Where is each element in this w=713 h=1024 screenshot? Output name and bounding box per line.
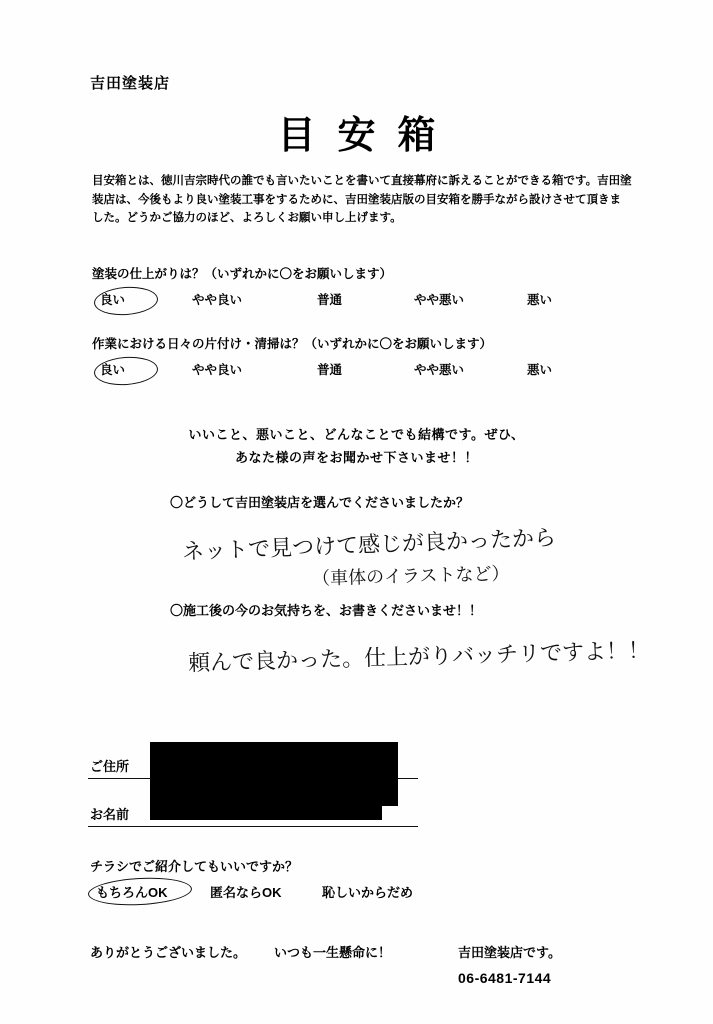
question-2-choice-0[interactable]: 良い — [100, 363, 126, 377]
open-question-1-answer-line-1: ネットで見つけて感じが良かったから — [181, 525, 557, 566]
question-2-label: 作業における日々の片付け・清掃は？（いずれかに〇をお願いします） — [92, 337, 493, 351]
center-prompt-line-2: あなた様の声をお聞かせ下さいませ！！ — [234, 449, 478, 465]
footer-thanks: ありがとうございました。 — [90, 945, 247, 960]
question-2-choice-2[interactable]: 普通 — [317, 363, 343, 377]
flyer-permission-question: チラシでご紹介してもいいですか？ — [90, 859, 299, 874]
open-question-1-label: 〇どうして吉田塗装店を選んでくださいましたか？ — [170, 495, 470, 510]
question-2-choice-1[interactable]: やや良い — [192, 363, 243, 377]
flyer-selection-circle — [87, 875, 192, 907]
question-1-choice-3[interactable]: やや悪い — [414, 293, 465, 307]
name-field-label: お名前 — [90, 807, 130, 822]
open-question-2-answer-line-1: 頼んで良かった。仕上がりバッチリですよ！！ — [187, 638, 651, 677]
center-prompt-line-1: いいこと、悪いこと、どんなことでも結構です。ぜひ、 — [188, 427, 525, 442]
question-1-choice-4[interactable]: 悪い — [527, 293, 553, 307]
page-title: 目安箱 — [277, 115, 458, 157]
footer-slogan: いつも一生懸命に！ — [274, 945, 392, 960]
question-2-choice-4[interactable]: 悪い — [527, 363, 553, 377]
name-redaction-block — [150, 788, 382, 820]
flyer-choice-1[interactable]: 匿名ならOK — [210, 885, 282, 900]
question-2-choice-3[interactable]: やや悪い — [414, 363, 465, 377]
open-question-1-answer-line-2: （車体のイラストなど） — [311, 563, 510, 590]
shop-name-heading: 吉田塗装店 — [90, 75, 171, 92]
address-field-label: ご住所 — [90, 759, 130, 774]
question-1-choice-0[interactable]: 良い — [100, 293, 126, 307]
flyer-choice-2[interactable]: 恥しいからだめ — [322, 885, 414, 900]
center-prompt — [0, 424, 713, 470]
name-field-underline — [88, 826, 418, 827]
question-1-choice-2[interactable]: 普通 — [317, 293, 343, 307]
open-question-2-label: 〇施工後の今のお気持ちを、お書きくださいませ！！ — [170, 603, 483, 618]
question-1-label: 塗装の仕上がりは？（いずれかに〇をお願いします） — [92, 267, 393, 281]
footer-telephone: 06-6481-7144 — [458, 970, 552, 986]
question-1-choice-1[interactable]: やや良い — [192, 293, 243, 307]
intro-paragraph: 目安箱とは、徳川吉宗時代の誰でも言いたいことを書いて直接幕府に訴えることができる箱です。吉田塗装店は、今後もより良い塗装工事をするために、吉田塗装店版の目安箱を勝手ながら設けさせて頂きました。どうかご協力のほど、よろしくお願い申し上げます。 — [92, 175, 632, 225]
footer-shop-name: 吉田塗装店です。 — [458, 945, 561, 960]
flyer-choice-0[interactable]: もちろんOK — [96, 885, 168, 900]
